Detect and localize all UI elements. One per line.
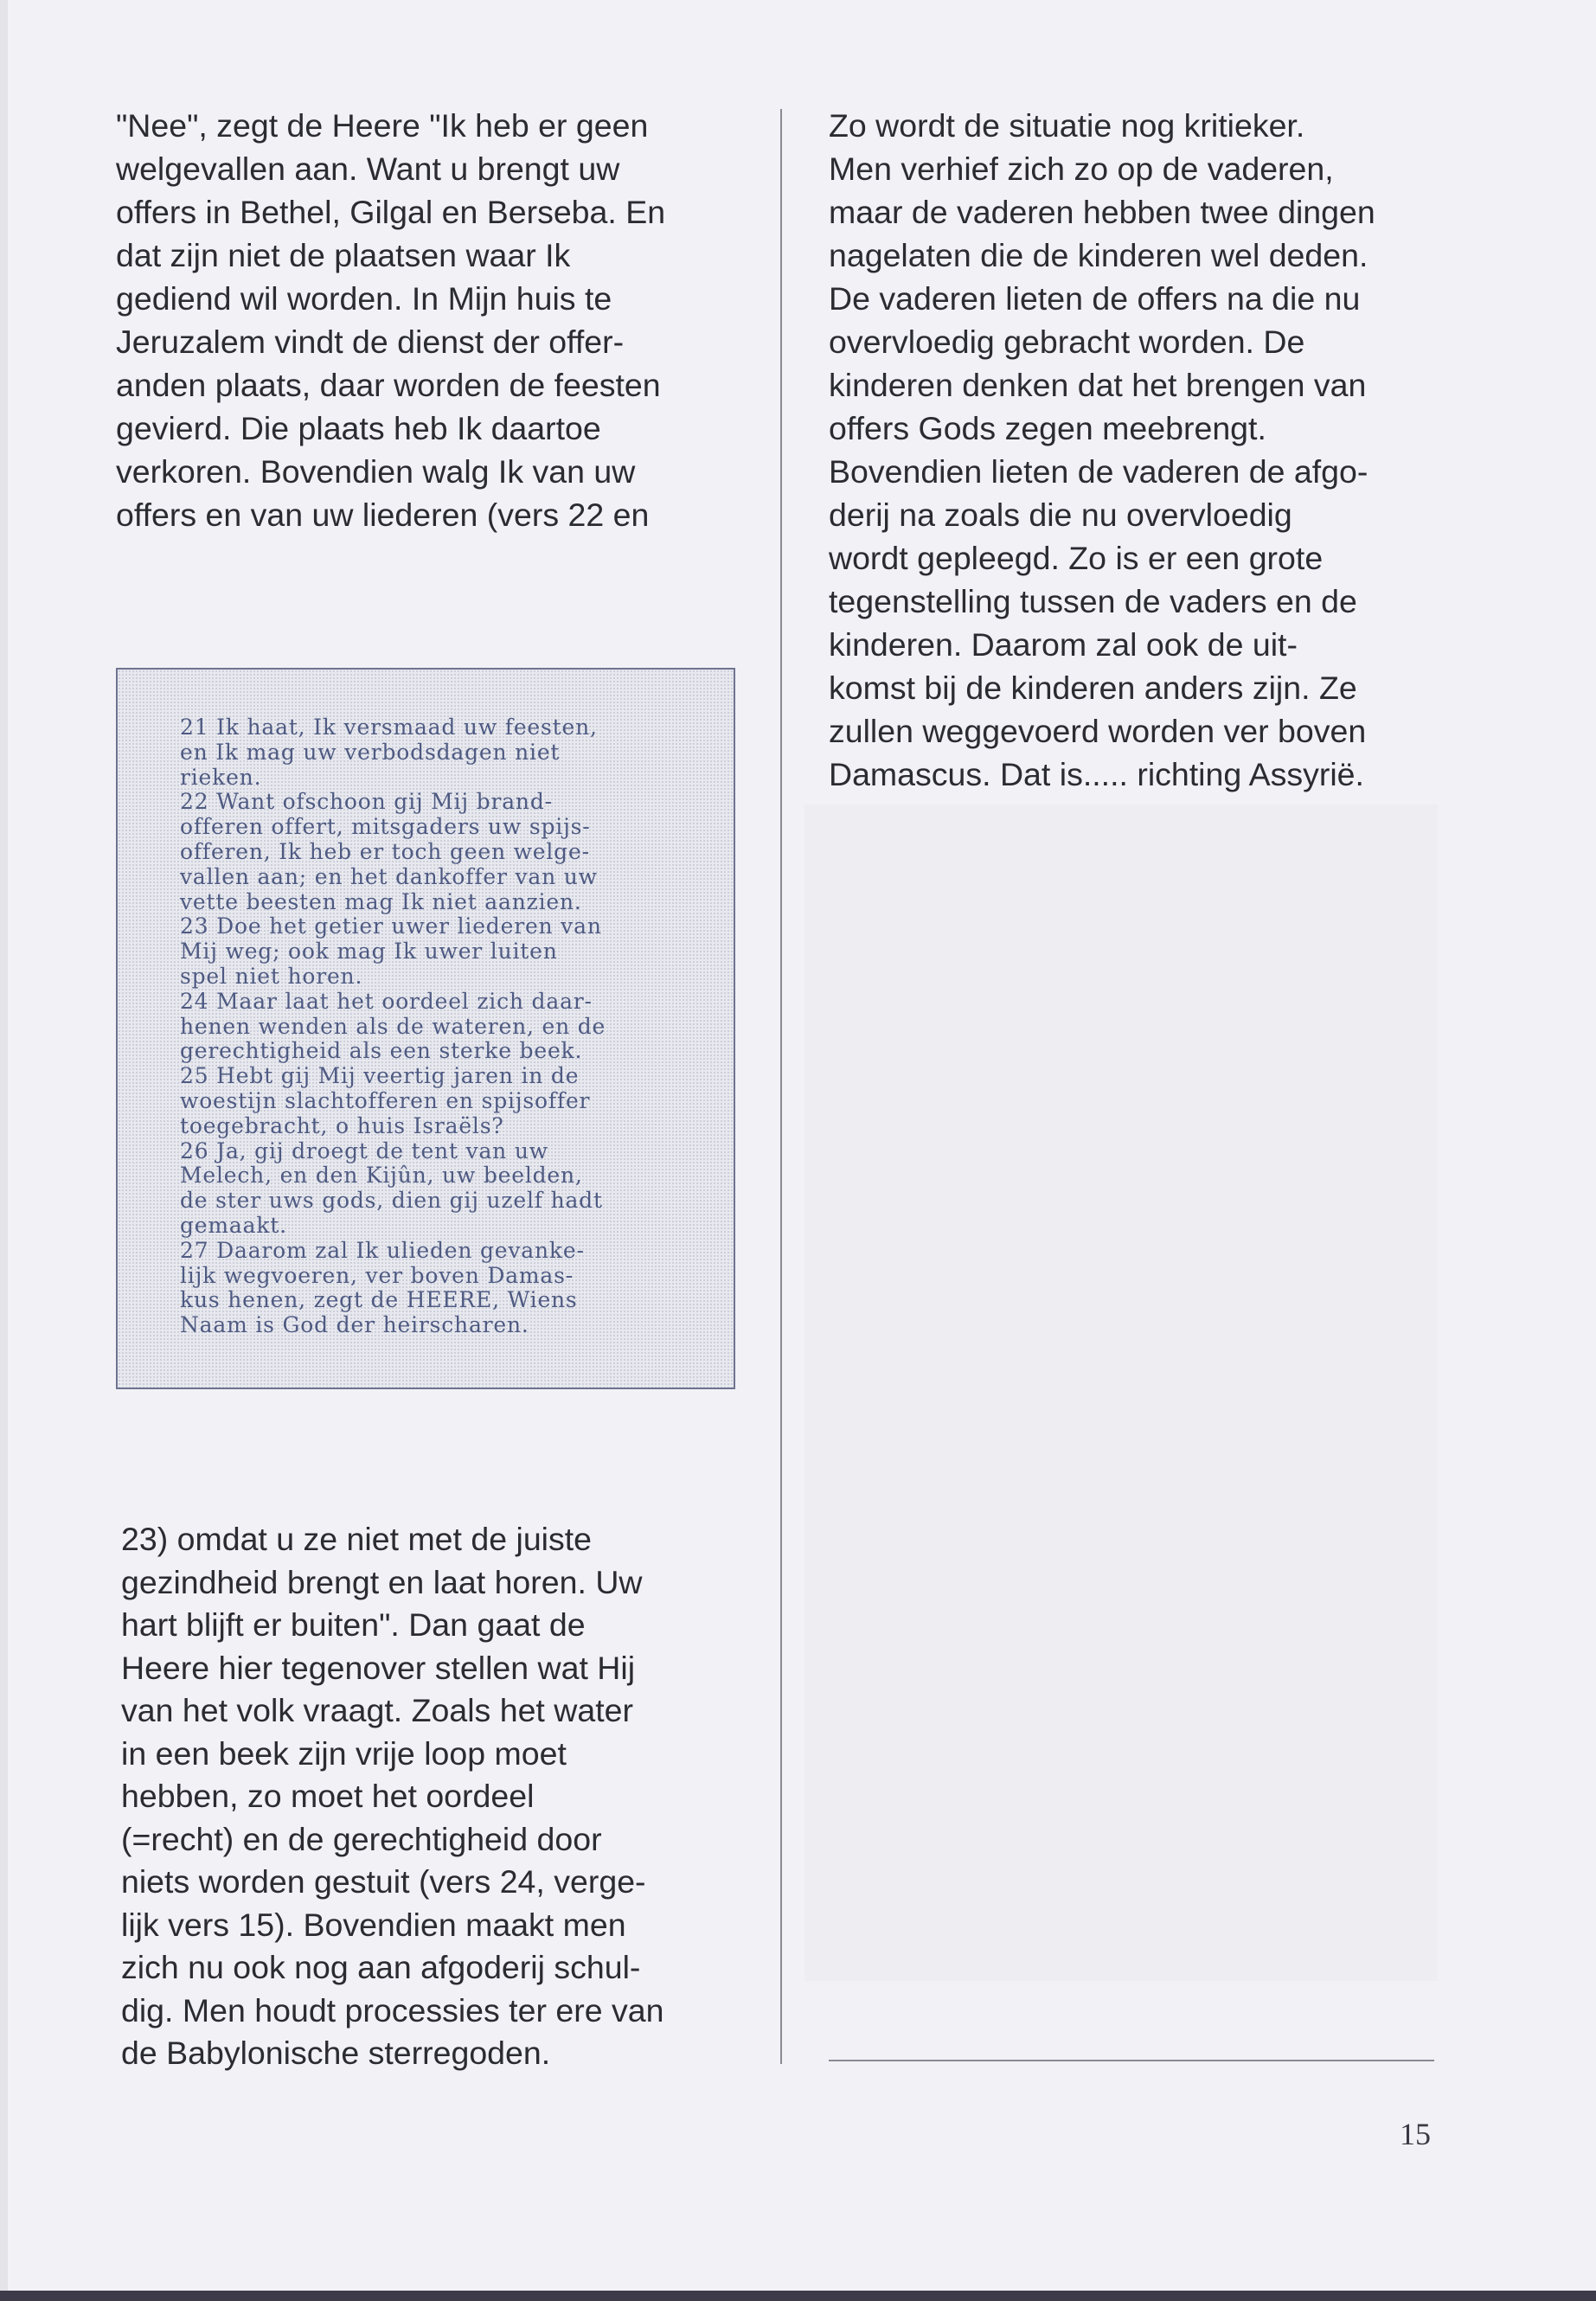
text-line: Zo wordt de situatie nog kritieker. [829,107,1305,144]
text-line: offers Gods zegen meebrengt. [829,410,1266,446]
scripture-line: spel niet horen. [180,963,363,989]
scripture-quote-box [116,668,735,1389]
text-line: gezindheid brengt en laat horen. Uw [121,1563,643,1600]
scripture-line: 25 Hebt gij Mij veertig jaren in de [180,1063,580,1089]
text-line: in een beek zijn vrije loop moet [121,1734,567,1772]
text-line: De vaderen lieten de offers na die nu [829,280,1361,317]
text-line: maar de vaderen hebben twee dingen [829,194,1375,230]
text-line: lijk vers 15). Bovendien maakt men [121,1906,626,1943]
scripture-line: gerechtigheid als een sterke beek. [180,1038,583,1064]
scripture-line: vette beesten mag Ik niet aanzien. [180,888,582,914]
page-edge-shadow [0,0,8,2301]
text-line: zullen weggevoerd worden ver boven [829,713,1367,749]
text-line: van het volk vraagt. Zoals het water [121,1692,633,1728]
page-number: 15 [1400,2117,1431,2151]
text-line: gevierd. Die plaats heb Ik daartoe [116,410,601,446]
scripture-line: Melech, en den Kijûn, uw beelden, [180,1163,583,1189]
text-line: hebben, zo moet het oordeel [121,1778,535,1814]
scripture-line: 27 Daarom zal Ik ulieden gevanke- [180,1237,585,1263]
column-divider [780,109,782,2064]
scripture-line: lijk wegvoeren, ver boven Damas- [180,1262,574,1288]
text-line: Jeruzalem vindt de dienst der offer- [116,324,625,360]
scripture-line: 23 Doe het getier uwer liederen van [180,913,602,939]
text-line: de Babylonische sterregoden. [121,2035,551,2071]
text-line: welgevallen aan. Want u brengt uw [116,151,620,187]
scripture-line: 24 Maar laat het oordeel zich daar- [180,988,593,1014]
text-line: offers in Bethel, Gilgal en Berseba. En [116,194,666,230]
text-line: verkoren. Bovendien walg Ik van uw [116,453,636,490]
text-line: kinderen. Daarom zal ook de uit- [829,626,1298,663]
text-line: 23) omdat u ze niet met de juiste [121,1521,593,1557]
scripture-line: 21 Ik haat, Ik versmaad uw feesten, [180,715,598,740]
scripture-line: Mij weg; ook mag Ik uwer luiten [180,939,558,965]
scripture-line: kus henen, zegt de HEERE, Wiens [180,1287,578,1313]
scripture-line: henen wenden als de wateren, en de [180,1013,606,1039]
text-line: kinderen denken dat het brengen van [829,367,1367,403]
footer-rule [829,2060,1434,2061]
page-bottom-edge [0,2291,1596,2301]
text-line: komst bij de kinderen anders zijn. Ze [829,670,1357,706]
text-line: gediend wil worden. In Mijn huis te [116,280,612,317]
scripture-line: offeren, Ik heb er toch geen welge- [180,838,590,864]
scripture-line: en Ik mag uw verbodsdagen niet [180,739,561,765]
text-line: derij na zoals die nu overvloedig [829,497,1292,533]
text-line: Men verhief zich zo op de vaderen, [829,151,1334,187]
right-column-text [829,104,1456,796]
left-column-bottom-text [121,1518,757,2075]
text-line: anden plaats, daar worden de feesten [116,367,661,403]
scripture-line: Naam is God der heirscharen. [180,1312,529,1338]
text-line: hart blijft er buiten". Dan gaat de [121,1606,586,1643]
text-line: nagelaten die de kinderen wel deden. [829,237,1368,273]
scripture-line: rieken. [180,764,262,790]
text-line: offers en van uw liederen (vers 22 en [116,497,650,533]
text-line: Damascus. Dat is..... richting Assyrië. [829,756,1364,792]
scripture-line: gemaakt. [180,1212,287,1238]
scripture-line: vallen aan; en het dankoffer van uw [180,863,598,889]
text-line: zich nu ook nog aan afgoderij schul- [121,1949,641,1985]
scripture-line: de ster uws gods, dien gij uzelf hadt [180,1188,603,1214]
text-line: tegenstelling tussen de vaders en de [829,583,1357,619]
scripture-line: toegebracht, o huis Israëls? [180,1112,504,1138]
text-line: wordt gepleegd. Zo is er een grote [829,540,1324,576]
scripture-line: 26 Ja, gij droegt de tent van uw [180,1138,548,1163]
scripture-line: offeren offert, mitsgaders uw spijs- [180,814,591,840]
right-column-panel [804,804,1438,1981]
text-line: niets worden gestuit (vers 24, verge- [121,1863,646,1900]
text-line: dat zijn niet de plaatsen waar Ik [116,237,571,273]
text-line: (=recht) en de gerechtigheid door [121,1820,602,1857]
text-line: Heere hier tegenover stellen wat Hij [121,1649,636,1686]
text-line: Bovendien lieten de vaderen de afgo- [829,453,1368,490]
left-column-top-text [116,104,752,536]
scripture-line: 22 Want ofschoon gij Mij brand- [180,789,553,815]
scripture-text [180,715,671,1338]
scripture-line: woestijn slachtofferen en spijsoffer [180,1087,591,1113]
text-line: overvloedig gebracht worden. De [829,324,1305,360]
text-line: dig. Men houdt processies ter ere van [121,1991,664,2029]
text-line: "Nee", zegt de Heere "Ik heb er geen [116,107,649,144]
